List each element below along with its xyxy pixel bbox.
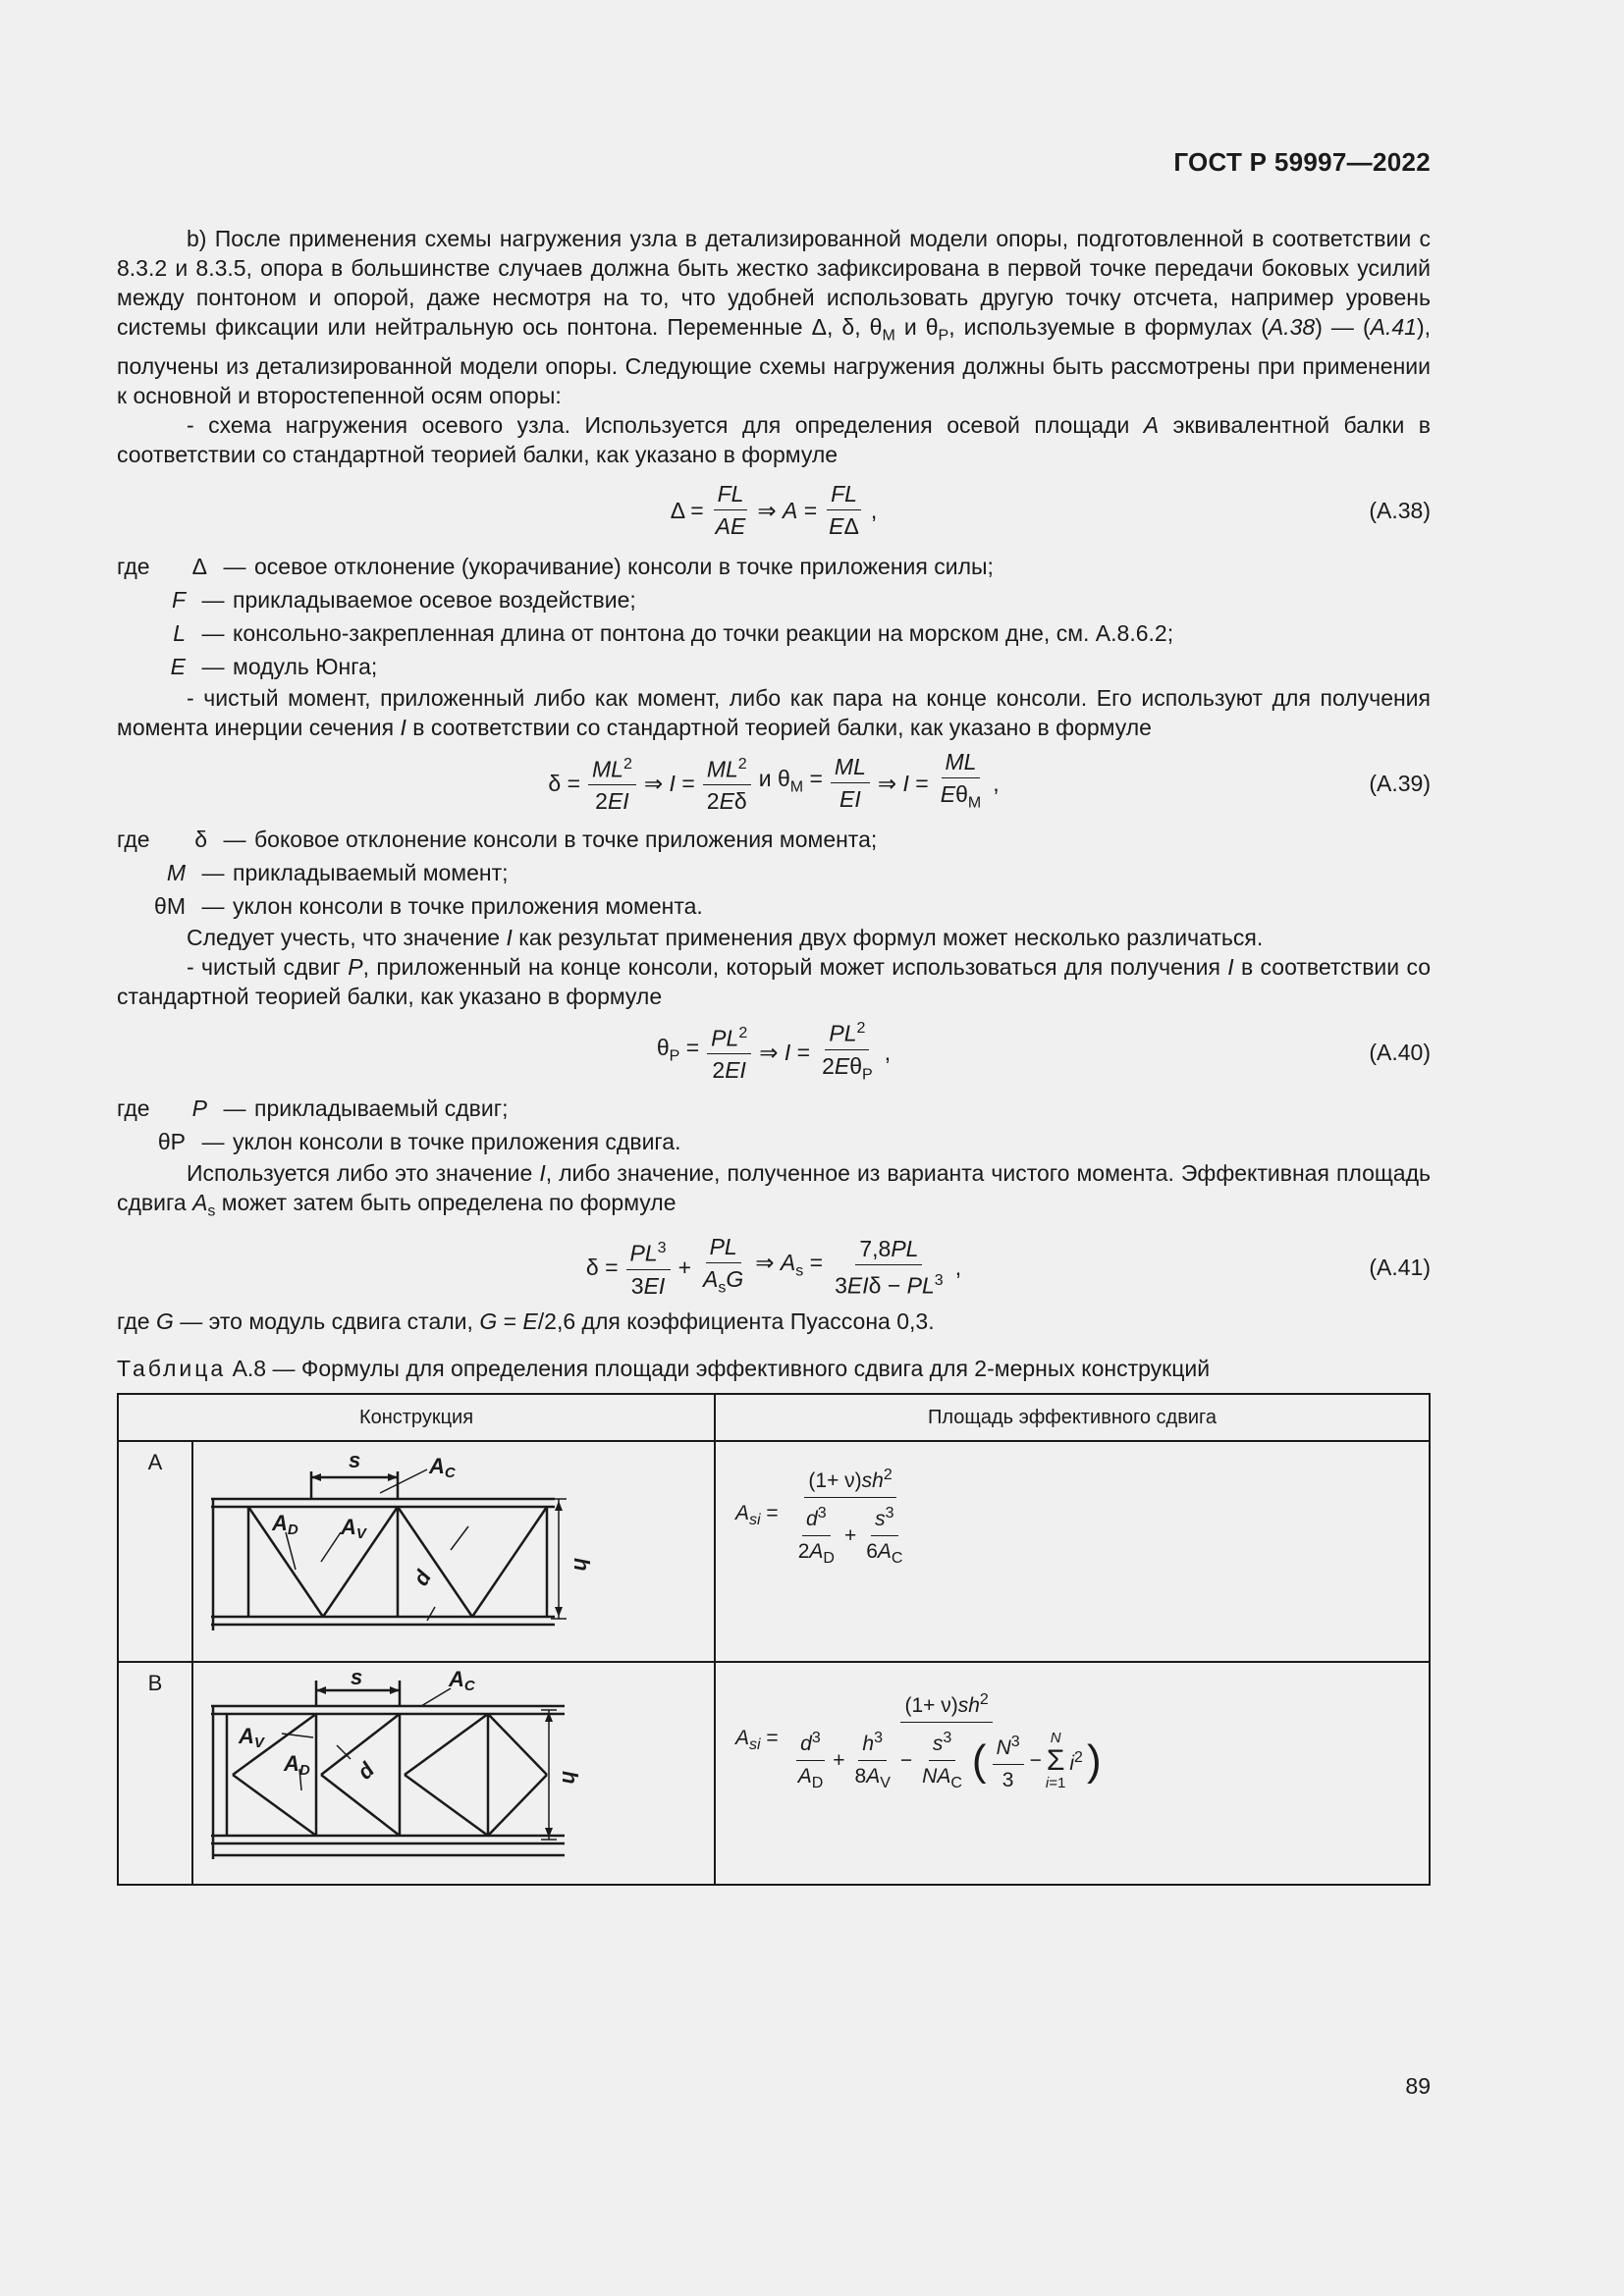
svg-text:AD: AD (284, 1751, 310, 1780)
table-a8 (117, 1393, 1431, 1886)
equation-number: (A.38) (1369, 497, 1431, 523)
row-label: B (118, 1662, 192, 1885)
formula-a38-expression: Δ = $\frac{FL}{AE}$ ⇒ A = $\frac{FL}{E\Delta}$ , (670, 481, 878, 540)
where-list-a38 (117, 550, 1431, 683)
where-list-a39 (117, 823, 1431, 923)
where-list-a40 (117, 1092, 1431, 1158)
column-header: Конструкция (118, 1394, 715, 1441)
svg-text:s: s (351, 1665, 363, 1690)
svg-text:h: h (569, 1558, 594, 1572)
formula-asi-a: $A_{si}$ = $(1+ \nu)sh^2$ $\frac{d^3}{2A_D}$ + $\frac{s^3}{6A_C}$ (735, 1462, 1429, 1573)
formula-a40-expression: $\theta_P$ = $\frac{PL^2}{2EI}$ ⇒ I = $\frac{PL^2}{2E\theta_P}$ , (117, 1017, 1431, 1088)
formula-asi-b: $A_{si}$ = $(1+ \nu)sh^2$ $\frac{d^3}{A_D}$ + $\frac{h^3}{8A_V}$ − $\frac{s^3}{NA_C}$ ( $\frac{N^3}{3}$ − N Σ i=1 $i^2$ ) (735, 1686, 1429, 1797)
table-header-row (118, 1394, 1430, 1441)
formula-a41 (117, 1232, 1431, 1303)
truss-diagram-a (192, 1441, 715, 1662)
svg-text:AV: AV (341, 1515, 366, 1543)
paragraph-1: b) После применения схемы нагружения узла в детализированной модели опоры, подготовленной в соответствии с 8.3.2 и 8.3.5, опора в большинстве случаев должна быть жестко зафиксирована в первой точке передачи боковых усилий между понтоном и опорой, даже несмотря на то, что удобней использовать другую точку отсчета, например уровень системы фиксации или нейтральную ось понтона. Переменные Δ, δ, $\theta_M$ и $\theta_P$, используемые в формулах (A.38) — (A.41), получены из детализированной модели опоры. Следующие схемы нагружения должны быть рассмотрены при применении к основной и второстепенной осям опоры: (117, 226, 1431, 408)
formula-a41-expression: δ = $\frac{PL^3}{3EI}$ + $\frac{PL}{A_sG}$ ⇒ $A_s$ = $\frac{7,8PL}{3EI\delta - PL^3}$ , (585, 1233, 962, 1300)
equation-number: (A.39) (1369, 770, 1431, 796)
paragraph-5: - чистый сдвиг P, приложенный на конце консоли, который может использоваться для получения I в соответствии со стандартной теорией балки, как указано в формуле (117, 953, 1432, 1009)
main-content (117, 224, 1431, 1886)
row-label: A (118, 1441, 192, 1662)
formula-a38 (117, 475, 1431, 546)
document-id: ГОСТ Р 59997—2022 (1173, 147, 1431, 177)
where-row: где P — прикладываемый сдвиг; (117, 1095, 509, 1121)
svg-text:AC: AC (449, 1667, 475, 1695)
paragraph-6: Используется либо это значение I, либо значение, полученное из варианта чистого момента. Эффективная площадь сдвига $A_s$ может затем быть определена по формуле (117, 1159, 1432, 1220)
where-row: θM — уклон консоли в точке приложения момента. (154, 892, 703, 919)
where-row: где δ — боковое отклонение консоли в точке приложения момента; (117, 826, 878, 852)
page-number: 89 (1405, 2073, 1431, 2099)
formula-a39 (117, 748, 1431, 819)
svg-text:AD: AD (272, 1511, 298, 1539)
table-caption: Таблица A.8 — Формулы для определения площади эффективного сдвига для 2-мерных конструкций (117, 1356, 1211, 1382)
paragraph-7: где G — это модуль сдвига стали, G = E/2,6 для коэффициента Пуассона 0,3. (117, 1308, 935, 1335)
where-row: θP — уклон консоли в точке приложения сдвига. (157, 1128, 681, 1154)
formula-a39-expression: δ = $\frac{ML^2}{2EI}$ ⇒ I = $\frac{ML^2}{2E\delta}$ и $\theta_M$ = $\frac{ML}{EI}$ ⇒ I = $\frac{ML}{E\theta_M}$ , (548, 749, 1000, 815)
formula-a40 (117, 1017, 1431, 1088)
where-row: E — модуль Юнга; (170, 653, 378, 679)
formula-cell-b (715, 1662, 1430, 1885)
truss-diagram-b (192, 1662, 715, 1885)
truss-b-drawing (193, 1663, 710, 1875)
table-row (118, 1662, 1430, 1885)
truss-a-drawing (193, 1442, 710, 1652)
formula-cell-a (715, 1441, 1430, 1662)
table-row (118, 1441, 1430, 1662)
svg-text:s: s (349, 1448, 361, 1473)
where-row: где Δ — осевое отклонение (укорачивание) консоли в точке приложения силы; (117, 553, 994, 579)
where-row: L — консольно-закрепленная длина от понтона до точки реакции на морском дне, см. A.8.6.2; (173, 619, 1174, 646)
equation-number: (A.41) (1369, 1255, 1431, 1281)
column-header: Площадь эффективного сдвига (715, 1394, 1430, 1441)
where-row: M — прикладываемый момент; (166, 859, 509, 885)
svg-text:d: d (407, 1566, 437, 1590)
svg-text:h: h (558, 1771, 582, 1785)
equation-number: (A.40) (1369, 1039, 1431, 1065)
svg-text:AC: AC (429, 1454, 456, 1482)
paragraph-2: - схема нагружения осевого узла. Используется для определения осевой площади A эквивалентной балки в соответствии со стандартной теорией балки, как указано в формуле (117, 411, 1432, 467)
where-row: F — прикладываемое осевое воздействие; (171, 586, 636, 613)
paragraph-4: Следует учесть, что значение I как результат применения двух формул может несколько различаться. (187, 924, 1264, 950)
svg-text:AV: AV (239, 1724, 264, 1752)
svg-text:d: d (352, 1757, 380, 1785)
paragraph-3: - чистый момент, приложенный либо как момент, либо как пара на конце консоли. Его используют для получения момента инерции сечения I в соответствии со стандартной теорией балки, как указано в формуле (117, 684, 1431, 740)
